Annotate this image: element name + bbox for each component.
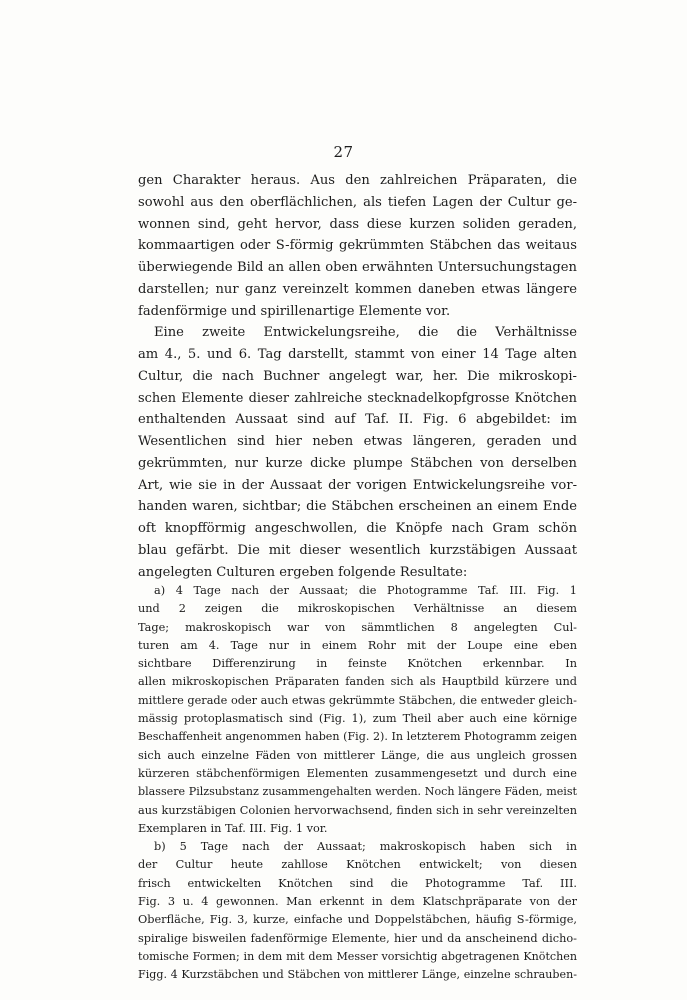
text-line: der Cultur heute zahllose Knötchen entwickelt; von diesen bbox=[138, 858, 577, 872]
text-line: Wesentlichen sind hier neben etwas längeren, geraden und bbox=[138, 434, 577, 449]
text-line: Exemplaren in Taf. III. Fig. 1 vor. bbox=[138, 821, 328, 835]
page-number: 27 bbox=[333, 143, 354, 161]
text-line: am 4., 5. und 6. Tag darstellt, stammt von einer 14 Tage alten bbox=[138, 347, 577, 362]
text-line: Fig. 3 u. 4 gewonnen. Man erkennt in dem Klatschpräparate von der bbox=[138, 895, 577, 909]
text-line: handen waren, sichtbar; die Stäbchen erscheinen an einem Ende bbox=[138, 499, 577, 515]
text-line: blassere Pilzsubstanz zusammengehalten werden. Noch längere Fäden, meist bbox=[138, 785, 577, 799]
text-line: mittlere gerade oder auch etwas gekrümmte Stäbchen, die entweder gleich- bbox=[138, 693, 577, 707]
text-line: blau gefärbt. Die mit dieser wesentlich kurzstäbigen Aussaat bbox=[138, 542, 577, 558]
text-line: schen Elemente dieser zahlreiche stecknadelkopfgrosse Knötchen bbox=[138, 390, 577, 406]
text-line: tomische Formen; in dem mit dem Messer vorsichtig abgetragenen Knötchen bbox=[138, 949, 577, 963]
text-line: Figg. 4 Kurzstäbchen und Stäbchen von mittlerer Länge, einzelne schrauben- bbox=[138, 968, 577, 982]
text-line: sowohl aus den oberflächlichen, als tiefen Lagen der Cultur ge- bbox=[138, 194, 577, 210]
text-line: enthaltenden Aussaat sind auf Taf. II. Fig. 6 abgebildet: im bbox=[138, 412, 577, 428]
text-line: überwiegende Bild an allen oben erwähnten Untersuchungstagen bbox=[138, 260, 577, 275]
text-line: darstellen; nur ganz vereinzelt kommen daneben etwas längere bbox=[138, 281, 577, 297]
text-line: fadenförmige und spirillenartige Elemente vor. bbox=[138, 303, 451, 319]
text-line: gekrümmten, nur kurze dicke plumpe Stäbchen von derselben bbox=[138, 455, 577, 471]
text-line: a) 4 Tage nach der Aussaat; die Photogramme Taf. III. Fig. 1 bbox=[154, 584, 577, 597]
text-line: Eine zweite Entwickelungsreihe, die die Verhältnisse bbox=[154, 325, 577, 341]
main-text-block bbox=[138, 170, 577, 583]
text-line: Art, wie sie in der Aussaat der vorigen Entwickelungsreihe vor- bbox=[138, 477, 577, 493]
text-line: frisch entwickelten Knötchen sind die Photogramme Taf. III. bbox=[138, 876, 577, 890]
text-line: kommaartigen oder S-förmig gekrümmten Stäbchen das weitaus bbox=[138, 238, 577, 254]
text-line: sichtbare Differenzirung in feinste Knötchen erkennbar. In bbox=[138, 657, 577, 671]
text-line: kürzeren stäbchenförmigen Elementen zusammengesetzt und durch eine bbox=[138, 766, 577, 780]
text-line: turen am 4. Tage nur in einem Rohr mit der Loupe eine eben bbox=[138, 638, 577, 652]
text-line: aus kurzstäbigen Colonien hervorwachsend, finden sich in sehr vereinzelten bbox=[138, 803, 577, 817]
text-line: wonnen sind, geht hervor, dass diese kurzen soliden geraden, bbox=[138, 216, 577, 232]
text-line: gen Charakter heraus. Aus den zahlreichen Präparaten, die bbox=[138, 173, 577, 188]
text-line: Oberfläche, Fig. 3, kurze, einfache und Doppelstäbchen, häufig S-förmige, bbox=[138, 913, 577, 927]
text-line: Cultur, die nach Buchner angelegt war, her. Die mikroskopi- bbox=[138, 368, 577, 384]
text-line: spiralige bisweilen fadenförmige Elemente, hier und da anscheinend dicho- bbox=[138, 931, 577, 945]
text-line: allen mikroskopischen Präparaten fanden sich als Hauptbild kürzere und bbox=[138, 675, 577, 689]
text-line: angelegten Culturen ergeben folgende Resultate: bbox=[138, 564, 468, 580]
text-line: Beschaffenheit angenommen haben (Fig. 2). In letzterem Photogramm zeigen bbox=[138, 730, 577, 744]
text-line: mässig protoplasmatisch sind (Fig. 1), zum Theil aber auch eine körnige bbox=[138, 712, 577, 726]
text-line: Tage; makroskopisch war von sämmtlichen 8 angelegten Cul- bbox=[138, 620, 577, 634]
text-line: oft knopfförmig angeschwollen, die Knöpfe nach Gram schön bbox=[138, 521, 577, 536]
text-line: b) 5 Tage nach der Aussaat; makroskopisch haben sich in bbox=[154, 840, 577, 854]
text-line: und 2 zeigen die mikroskopischen Verhältnisse an diesem bbox=[138, 602, 577, 616]
small-text-block bbox=[138, 582, 577, 985]
text-line: sich auch einzelne Fäden von mittlerer Länge, die aus ungleich grossen bbox=[138, 748, 577, 762]
